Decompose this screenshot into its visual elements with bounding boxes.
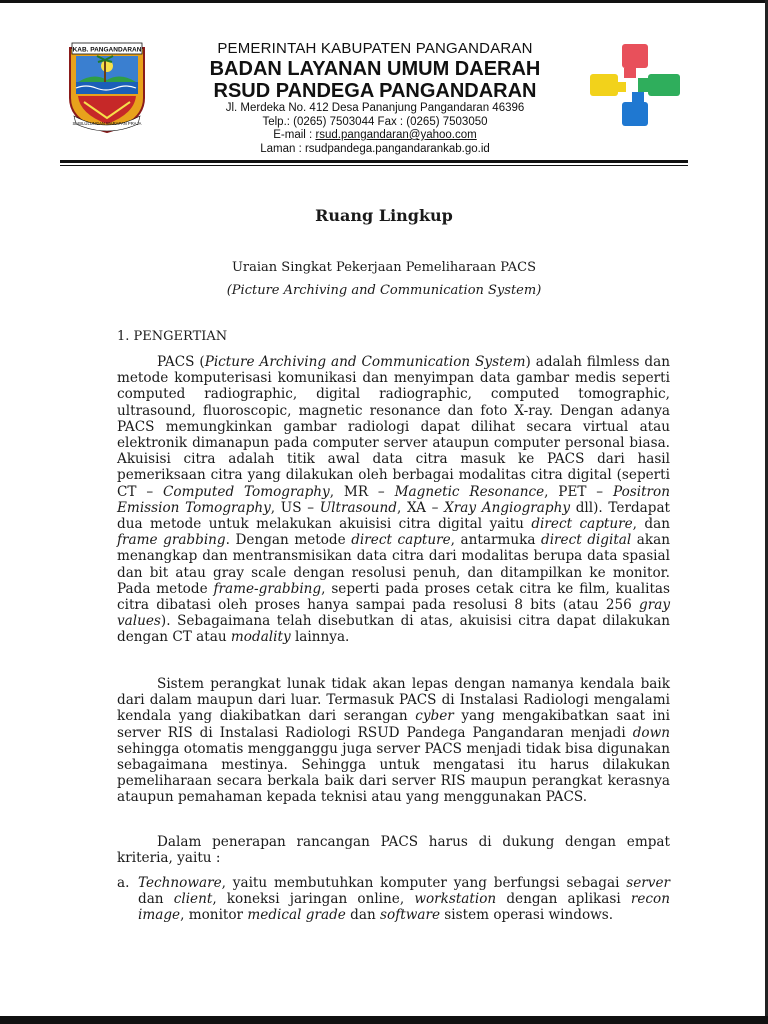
agency-name: BADAN LAYANAN UMUM DAERAH <box>209 58 541 80</box>
italic-text-run: direct capture <box>531 516 633 533</box>
text-run: , MR – <box>329 483 395 500</box>
email-link[interactable]: rsud.pangandaran@yahoo.com <box>315 129 477 141</box>
italic-text-run: client <box>173 891 213 908</box>
italic-text-run: cyber <box>415 708 454 725</box>
list-item-a <box>117 875 670 924</box>
email-label: E-mail : <box>273 129 316 141</box>
text-run: , monitor <box>180 907 248 924</box>
paragraph-2 <box>117 676 670 806</box>
italic-text-run: Picture Archiving and Communication System <box>204 354 526 370</box>
text-run: dan <box>345 907 381 924</box>
hospital-name: RSUD PANDEGA PANGANDARAN <box>213 80 537 102</box>
text-run: . Dengan metode <box>225 532 352 549</box>
text-run: Dalam penerapan rancangan PACS harus di dukung dengan empat kriteria, yaitu : <box>117 834 670 867</box>
italic-text-run: Positron Emission Tomography <box>117 483 670 516</box>
italic-text-run: down <box>632 724 670 741</box>
scan-border-top <box>0 0 768 3</box>
text-run: sehingga otomatis mengganggu juga server PACS menjadi tidak bisa digunakan sebagaimana mestinya. Sehingga untuk mengatasi itu harus dilakukan pemeliharaan secara berkala baik dari server RIS maupun perangkat kerasnya ataupun pemahaman kepada teknisi atau yang menggunakan PACS. <box>117 740 670 806</box>
text-run: , antarmuka <box>450 532 541 549</box>
crest-caption: KAB. PANGANDARAN <box>72 46 142 54</box>
paragraph-3 <box>117 834 670 866</box>
hospital-cross-icon <box>586 42 684 128</box>
text-run: , koneksi jaringan online, <box>212 891 415 908</box>
text-run: , PET – <box>544 483 613 500</box>
text-run: Sistem perangkat lunak tidak akan lepas dengan namanya kendala baik dari dalam maupun dari luar. Termasuk PACS di Instalasi Radiologi mengalami kendala yang diakibatkan dari serangan <box>117 676 670 725</box>
italic-text-run: Ultrasound <box>319 499 397 516</box>
italic-text-run: workstation <box>414 891 497 908</box>
regency-crest-icon <box>64 40 150 134</box>
letterhead-text <box>160 40 590 156</box>
italic-text-run: software <box>380 907 440 924</box>
government-name: PEMERINTAH KABUPATEN PANGANDARAN <box>217 40 533 57</box>
website-line: Laman : rsudpandega.pangandarankab.go.id <box>260 142 490 155</box>
text-run: , XA – <box>396 499 445 516</box>
scan-border-bottom <box>0 1016 768 1024</box>
italic-text-run: medical grade <box>247 907 346 924</box>
letterhead-rule-thin <box>60 165 688 166</box>
text-run: , seperti pada proses cetak citra ke film, kualitas citra dibatasi oleh proses hanya sampai pada resolusi 8 bits (atau 256 <box>117 580 670 614</box>
italic-text-run: modality <box>230 629 291 646</box>
page-title: Ruang Lingkup <box>315 206 453 225</box>
list-marker: a. <box>117 875 130 891</box>
email-line <box>160 129 590 143</box>
crest-motto: SABILULUNGAN WARAPAN PRAJA <box>72 121 142 126</box>
text-run: PACS ( <box>157 354 205 370</box>
italic-text-run: Technoware <box>138 875 222 891</box>
italic-text-run: Xray Angiography <box>444 499 571 516</box>
text-run: , US – <box>270 499 320 516</box>
address-line: Jl. Merdeka No. 412 Desa Pananjung Pangandaran 46396 <box>225 102 525 114</box>
page-subtitle: Uraian Singkat Pekerjaan Pemeliharaan PACS <box>231 260 537 275</box>
text-run: dll). Terdapat dua metode untuk melakukan akuisisi citra digital yaitu <box>117 499 671 533</box>
text-run: dan <box>138 891 174 908</box>
italic-text-run: gray values <box>117 597 670 630</box>
text-run: akan menangkap dan mentransmisikan data citra dari modalitas berupa data spasial dan bit atau gray scale dengan resolusi penuh, dan ditampilkan ke monitor. Pada metode <box>117 532 671 597</box>
text-run: ) adalah filmless dan metode komputerisasi komunikasi dan menyimpan data gambar medis seperti computed radiographic, digital radiographic, computed tomographic, ultrasound, fluoroscopic, magnetic resonance dan foto X-ray. Dengan adanya PACS memungkinkan gambar radiologi dapat dilihat secara virtual atau elektronik dimanapun pada computer server ataupun computer personal biasa. Akuisisi citra adalah titik awal data citra masuk ke PACS dari hasil pemeriksaan citra yang dilakukan oleh berbagai modalitas citra digital (seperti CT – <box>117 354 670 500</box>
text-run: sistem operasi windows. <box>439 907 614 924</box>
italic-text-run: Computed Tomography <box>163 483 330 500</box>
text-run: yang mengakibatkan saat ini server RIS di Instalasi Radiologi RSUD Pandega Pangandaran menjadi <box>117 708 670 741</box>
text-run: dengan aplikasi <box>496 891 631 908</box>
text-run: , dan <box>632 516 670 533</box>
text-run: ). Sebagaimana telah disebutkan di atas, akuisisi citra dapat dilakukan dengan CT atau <box>117 613 670 646</box>
text-run: lainnya. <box>290 629 350 646</box>
section-heading: 1. PENGERTIAN <box>117 329 228 344</box>
italic-text-run: direct capture <box>351 532 451 549</box>
phone-line: Telp.: (0265) 7503044 Fax : (0265) 7503050 <box>262 115 488 128</box>
paragraph-1 <box>117 354 670 646</box>
italic-text-run: direct digital <box>541 532 632 549</box>
italic-text-run: server <box>626 875 670 891</box>
list-item-text <box>138 875 670 924</box>
text-run: , yaitu membutuhkan komputer yang berfungsi sebagai <box>221 875 627 891</box>
page-subtitle-italic: (Picture Archiving and Communication System) <box>226 283 542 298</box>
italic-text-run: frame-grabbing <box>213 580 322 597</box>
italic-text-run: Magnetic Resonance <box>394 483 545 500</box>
letterhead-rule-thick <box>60 160 688 163</box>
italic-text-run: frame grabbing <box>117 532 226 549</box>
italic-text-run: recon image <box>138 891 670 924</box>
